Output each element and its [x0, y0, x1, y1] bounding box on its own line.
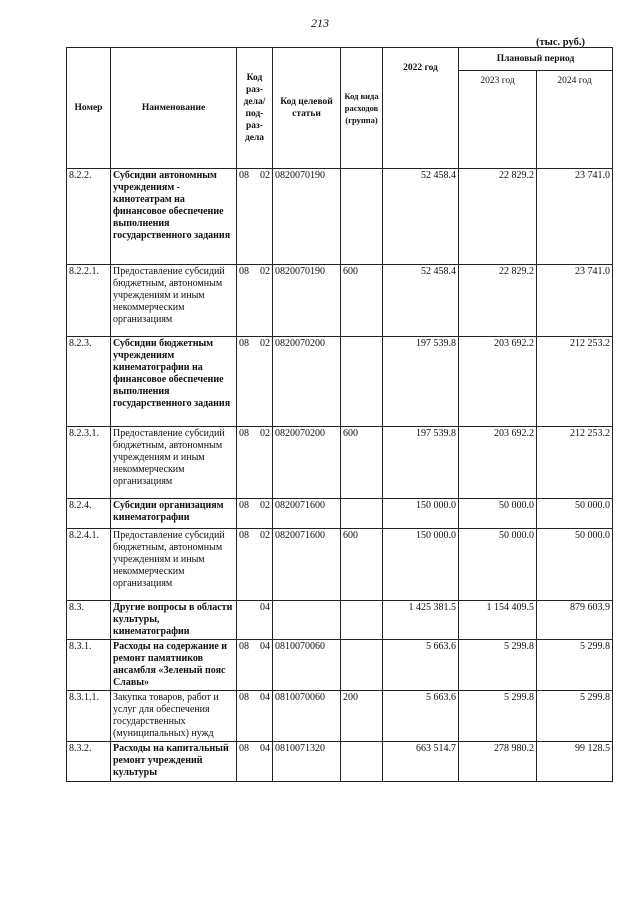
row-expense-code: 600	[341, 265, 383, 337]
row-number: 8.3.1.	[67, 640, 111, 691]
header-section: Код раз- дела/ под- раз- дела	[237, 48, 273, 169]
row-number: 8.3.1.1.	[67, 691, 111, 742]
row-number: 8.2.4.	[67, 499, 111, 529]
row-value-2022: 5 663.6	[383, 640, 459, 691]
row-value-2023: 1 154 409.5	[459, 601, 537, 640]
row-subsection-code: 02	[260, 500, 270, 511]
row-value-2024: 879 603.9	[537, 601, 613, 640]
row-section-code: 08	[239, 266, 249, 277]
table-row	[67, 742, 613, 782]
row-subsection-code: 02	[260, 530, 270, 541]
row-name: Расходы на содержание и ремонт памятников ансамбля «Зеленый пояс Славы»	[111, 640, 237, 691]
row-value-2024: 5 299.8	[537, 640, 613, 691]
row-name: Закупка товаров, работ и услуг для обеспечения государственных (муниципальных) нужд	[111, 691, 237, 742]
row-number: 8.2.2.	[67, 169, 111, 265]
row-value-2022: 5 663.6	[383, 691, 459, 742]
row-value-2023: 50 000.0	[459, 499, 537, 529]
table-row	[67, 691, 613, 742]
row-value-2024: 23 741.0	[537, 169, 613, 265]
row-section-code: 08	[239, 692, 249, 703]
row-section	[237, 691, 273, 742]
row-section	[237, 169, 273, 265]
row-expense-code	[341, 742, 383, 782]
row-section-code: 08	[239, 338, 249, 349]
row-value-2022: 150 000.0	[383, 499, 459, 529]
row-subsection-code: 04	[260, 692, 270, 703]
table-row	[67, 499, 613, 529]
row-number: 8.2.3.1.	[67, 427, 111, 499]
row-section-code: 08	[239, 500, 249, 511]
row-section-code: 08	[239, 743, 249, 754]
row-value-2024: 50 000.0	[537, 499, 613, 529]
row-target-code: 0820070200	[273, 427, 341, 499]
row-expense-code: 200	[341, 691, 383, 742]
row-value-2022: 1 425 381.5	[383, 601, 459, 640]
row-target-code	[273, 601, 341, 640]
budget-table	[66, 47, 613, 782]
row-value-2023: 203 692.2	[459, 337, 537, 427]
header-2022: 2022 год	[383, 48, 459, 169]
row-expense-code: 600	[341, 427, 383, 499]
table-row	[67, 427, 613, 499]
row-value-2023: 203 692.2	[459, 427, 537, 499]
row-name: Субсидии бюджетным учреждениям кинематографии на финансовое обеспечение выполнения государственного задания	[111, 337, 237, 427]
row-subsection-code: 04	[260, 602, 270, 613]
table-row	[67, 265, 613, 337]
row-name: Предоставление субсидий бюджетным, автономным учреждениям и иным некоммерческим организациям	[111, 427, 237, 499]
table-row	[67, 169, 613, 265]
row-value-2024: 99 128.5	[537, 742, 613, 782]
header-name: Наименование	[111, 48, 237, 169]
header-2024: 2024 год	[537, 71, 613, 169]
row-subsection-code: 02	[260, 428, 270, 439]
table-row	[67, 529, 613, 601]
row-value-2023: 5 299.8	[459, 640, 537, 691]
table-row	[67, 601, 613, 640]
row-name: Предоставление субсидий бюджетным, автономным учреждениям и иным некоммерческим организациям	[111, 265, 237, 337]
row-target-code: 0810071320	[273, 742, 341, 782]
row-subsection-code: 04	[260, 743, 270, 754]
table-row	[67, 337, 613, 427]
row-value-2024: 212 253.2	[537, 337, 613, 427]
row-name: Субсидии организациям кинематографии	[111, 499, 237, 529]
row-target-code: 0820071600	[273, 499, 341, 529]
row-target-code: 0810070060	[273, 640, 341, 691]
row-value-2024: 212 253.2	[537, 427, 613, 499]
row-number: 8.2.4.1.	[67, 529, 111, 601]
row-value-2022: 663 514.7	[383, 742, 459, 782]
row-section	[237, 499, 273, 529]
row-target-code: 0820071600	[273, 529, 341, 601]
row-number: 8.2.3.	[67, 337, 111, 427]
row-target-code: 0820070200	[273, 337, 341, 427]
header-target: Код целевой статьи	[273, 48, 341, 169]
page-number: 213	[311, 16, 329, 30]
row-section	[237, 265, 273, 337]
row-section-code: 08	[239, 641, 249, 652]
row-name: Предоставление субсидий бюджетным, автономным учреждениям и иным некоммерческим организациям	[111, 529, 237, 601]
row-target-code: 0820070190	[273, 265, 341, 337]
row-value-2023: 22 829.2	[459, 169, 537, 265]
row-value-2022: 197 539.8	[383, 337, 459, 427]
row-section-code: 08	[239, 530, 249, 541]
row-expense-code	[341, 499, 383, 529]
row-name: Субсидии автономным учреждениям - кинотеатрам на финансовое обеспечение выполнения государственного задания	[111, 169, 237, 265]
table-row	[67, 640, 613, 691]
table-body	[67, 169, 613, 782]
row-subsection-code: 02	[260, 170, 270, 181]
row-value-2024: 23 741.0	[537, 265, 613, 337]
header-expense: Код вида расходов (группа)	[341, 48, 383, 169]
row-subsection-code: 02	[260, 266, 270, 277]
row-value-2022: 150 000.0	[383, 529, 459, 601]
row-subsection-code: 02	[260, 338, 270, 349]
row-value-2023: 5 299.8	[459, 691, 537, 742]
row-value-2023: 278 980.2	[459, 742, 537, 782]
row-value-2024: 50 000.0	[537, 529, 613, 601]
row-number: 8.2.2.1.	[67, 265, 111, 337]
row-expense-code	[341, 337, 383, 427]
row-section	[237, 337, 273, 427]
row-expense-code	[341, 601, 383, 640]
row-section	[237, 640, 273, 691]
row-value-2022: 52 458.4	[383, 265, 459, 337]
header-plan-period: Плановый период	[459, 48, 613, 71]
row-section	[237, 742, 273, 782]
row-name: Другие вопросы в области культуры, кинематографии	[111, 601, 237, 640]
row-section	[237, 529, 273, 601]
row-section-code: 08	[239, 428, 249, 439]
row-name: Расходы на капитальный ремонт учреждений культуры	[111, 742, 237, 782]
row-value-2022: 197 539.8	[383, 427, 459, 499]
row-value-2023: 50 000.0	[459, 529, 537, 601]
row-expense-code: 600	[341, 529, 383, 601]
row-number: 8.3.	[67, 601, 111, 640]
row-section	[237, 427, 273, 499]
row-subsection-code: 04	[260, 641, 270, 652]
row-section	[237, 601, 273, 640]
row-number: 8.3.2.	[67, 742, 111, 782]
header-number: Номер	[67, 48, 111, 169]
header-2023: 2023 год	[459, 71, 537, 169]
units-label: (тыс. руб.)	[536, 37, 585, 48]
row-section-code: 08	[239, 170, 249, 181]
row-value-2024: 5 299.8	[537, 691, 613, 742]
row-value-2022: 52 458.4	[383, 169, 459, 265]
row-expense-code	[341, 640, 383, 691]
row-target-code: 0820070190	[273, 169, 341, 265]
row-target-code: 0810070060	[273, 691, 341, 742]
row-value-2023: 22 829.2	[459, 265, 537, 337]
row-expense-code	[341, 169, 383, 265]
